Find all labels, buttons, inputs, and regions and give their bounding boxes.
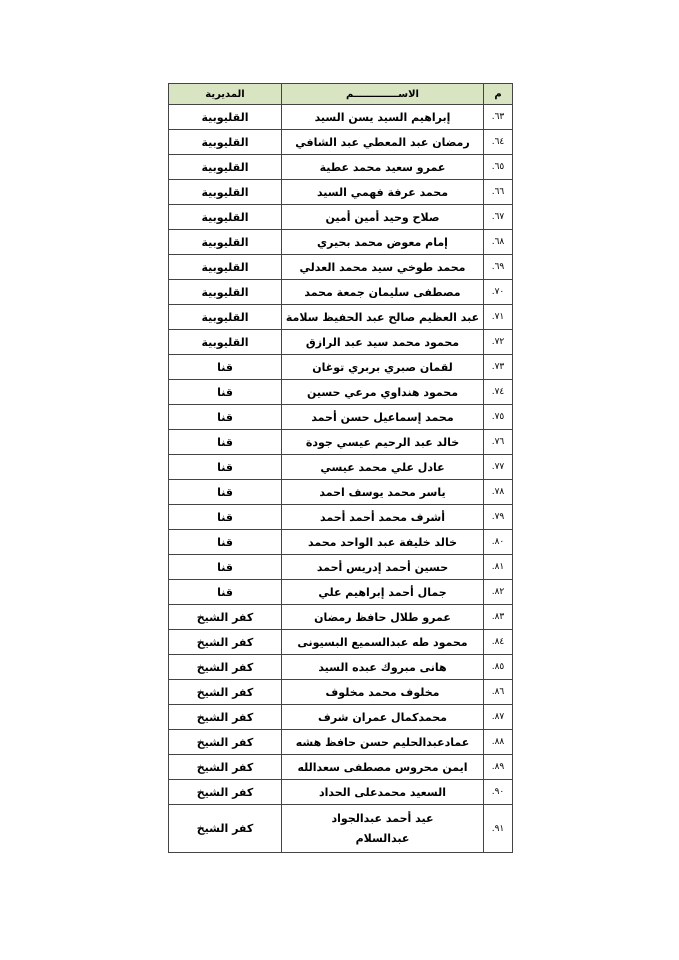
row-name: [282, 805, 484, 853]
table-row: [169, 580, 513, 605]
row-name: ياسر محمد يوسف احمد: [282, 480, 484, 505]
row-num: ٨٠.: [484, 530, 513, 555]
row-num: ٧٦.: [484, 430, 513, 455]
table-row: [169, 680, 513, 705]
row-num: ٧٥.: [484, 405, 513, 430]
table-row: [169, 330, 513, 355]
row-name: إمام معوض محمد بحيري: [282, 230, 484, 255]
header-directorate: المديرية: [169, 84, 282, 105]
row-directorate: قنا: [169, 405, 282, 430]
row-num: ٧٩.: [484, 505, 513, 530]
row-num: ٧٤.: [484, 380, 513, 405]
row-num: ٦٥.: [484, 155, 513, 180]
row-num: ٨٣.: [484, 605, 513, 630]
row-num: ٦٦.: [484, 180, 513, 205]
row-num: ٨٤.: [484, 630, 513, 655]
row-name: عادل علي محمد عيسي: [282, 455, 484, 480]
row-directorate: قنا: [169, 530, 282, 555]
row-num: ٧١.: [484, 305, 513, 330]
row-num: ٧٣.: [484, 355, 513, 380]
row-name: محمدكمال عمران شرف: [282, 705, 484, 730]
row-directorate: قنا: [169, 380, 282, 405]
row-num: ٦٩.: [484, 255, 513, 280]
table-row: [169, 230, 513, 255]
row-num: ٨٧.: [484, 705, 513, 730]
row-directorate: القليوبية: [169, 255, 282, 280]
row-directorate: كفر الشيخ: [169, 605, 282, 630]
table-row: [169, 555, 513, 580]
names-table: [168, 83, 513, 853]
table-row: [169, 455, 513, 480]
row-name: إبراهيم السيد يسن السيد: [282, 105, 484, 130]
table-row: [169, 255, 513, 280]
row-directorate: كفر الشيخ: [169, 755, 282, 780]
row-num: ٨٦.: [484, 680, 513, 705]
row-num: ٨٥.: [484, 655, 513, 680]
row-num: ٩١.: [484, 805, 513, 853]
table-row: [169, 205, 513, 230]
table-row: [169, 155, 513, 180]
row-num: ٨٩.: [484, 755, 513, 780]
row-num: ٦٤.: [484, 130, 513, 155]
table-body: [169, 105, 513, 853]
row-name: هانى مبروك عبده السيد: [282, 655, 484, 680]
row-directorate: قنا: [169, 480, 282, 505]
row-directorate: القليوبية: [169, 105, 282, 130]
row-name: حسين أحمد إدريس أحمد: [282, 555, 484, 580]
row-name: عمرو طلال حافظ رمضان: [282, 605, 484, 630]
header-num: م: [484, 84, 513, 105]
row-name: محمود محمد سيد عبد الرازق: [282, 330, 484, 355]
row-directorate: قنا: [169, 555, 282, 580]
row-directorate: كفر الشيخ: [169, 730, 282, 755]
row-name: مخلوف محمد مخلوف: [282, 680, 484, 705]
row-name: عمرو سعيد محمد عطية: [282, 155, 484, 180]
row-directorate: القليوبية: [169, 230, 282, 255]
row-num: ٧٢.: [484, 330, 513, 355]
table-header-row: [169, 84, 513, 105]
row-directorate: كفر الشيخ: [169, 705, 282, 730]
row-name: أشرف محمد أحمد أحمد: [282, 505, 484, 530]
row-name-line-1: عيد أحمد عبدالجواد: [331, 811, 434, 825]
row-directorate: القليوبية: [169, 205, 282, 230]
table-row: [169, 280, 513, 305]
row-name: جمال أحمد إبراهيم علي: [282, 580, 484, 605]
row-name: لقمان صبري بربري توغان: [282, 355, 484, 380]
row-name: مصطفى سليمان جمعة محمد: [282, 280, 484, 305]
row-directorate: القليوبية: [169, 180, 282, 205]
row-name: عبد العظيم صالح عبد الحفيظ سلامة: [282, 305, 484, 330]
table-row: [169, 505, 513, 530]
row-directorate: كفر الشيخ: [169, 805, 282, 853]
table-row: [169, 630, 513, 655]
row-directorate: قنا: [169, 455, 282, 480]
row-directorate: كفر الشيخ: [169, 780, 282, 805]
row-directorate: قنا: [169, 355, 282, 380]
row-name: محمود هنداوي مرعي حسين: [282, 380, 484, 405]
row-name: محمود طه عبدالسميع البسيونى: [282, 630, 484, 655]
row-num: ٦٨.: [484, 230, 513, 255]
row-name: رمضان عبد المعطي عبد الشافي: [282, 130, 484, 155]
row-num: ٧٧.: [484, 455, 513, 480]
row-name: خالد خليفة عبد الواحد محمد: [282, 530, 484, 555]
row-num: ٦٣.: [484, 105, 513, 130]
table-row: [169, 180, 513, 205]
row-num: ٧٨.: [484, 480, 513, 505]
row-name: محمد عرفة فهمي السيد: [282, 180, 484, 205]
row-directorate: كفر الشيخ: [169, 680, 282, 705]
row-num: ٩٠.: [484, 780, 513, 805]
row-name: صلاح وحيد أمين أمين: [282, 205, 484, 230]
row-directorate: كفر الشيخ: [169, 655, 282, 680]
row-num: ٨٢.: [484, 580, 513, 605]
table-row: [169, 780, 513, 805]
row-directorate: القليوبية: [169, 155, 282, 180]
table-row: [169, 480, 513, 505]
row-directorate: قنا: [169, 505, 282, 530]
row-name: السعيد محمدعلى الحداد: [282, 780, 484, 805]
row-directorate: كفر الشيخ: [169, 630, 282, 655]
table-row: [169, 405, 513, 430]
row-num: ٨٨.: [484, 730, 513, 755]
row-directorate: قنا: [169, 580, 282, 605]
row-num: ٧٠.: [484, 280, 513, 305]
table-row: [169, 355, 513, 380]
row-num: ٦٧.: [484, 205, 513, 230]
table-row: [169, 130, 513, 155]
table-row: [169, 605, 513, 630]
table-row: [169, 705, 513, 730]
table-row: [169, 380, 513, 405]
table-row: [169, 730, 513, 755]
header-name: الاســـــــــــــم: [282, 84, 484, 105]
row-directorate: القليوبية: [169, 305, 282, 330]
table-row: [169, 105, 513, 130]
table-row: [169, 805, 513, 853]
row-name: خالد عبد الرحيم عيسي جودة: [282, 430, 484, 455]
row-directorate: القليوبية: [169, 130, 282, 155]
row-name-line-2: عبدالسلام: [355, 831, 410, 845]
table-row: [169, 305, 513, 330]
row-name: محمد إسماعيل حسن أحمد: [282, 405, 484, 430]
row-directorate: القليوبية: [169, 330, 282, 355]
table-row: [169, 655, 513, 680]
table-row: [169, 530, 513, 555]
row-name: عمادعبدالحليم حسن حافظ هشه: [282, 730, 484, 755]
row-directorate: قنا: [169, 430, 282, 455]
table-row: [169, 430, 513, 455]
row-directorate: القليوبية: [169, 280, 282, 305]
row-num: ٨١.: [484, 555, 513, 580]
row-name: ايمن محروس مصطفى سعدالله: [282, 755, 484, 780]
table-row: [169, 755, 513, 780]
row-name: محمد طوخي سيد محمد العدلي: [282, 255, 484, 280]
